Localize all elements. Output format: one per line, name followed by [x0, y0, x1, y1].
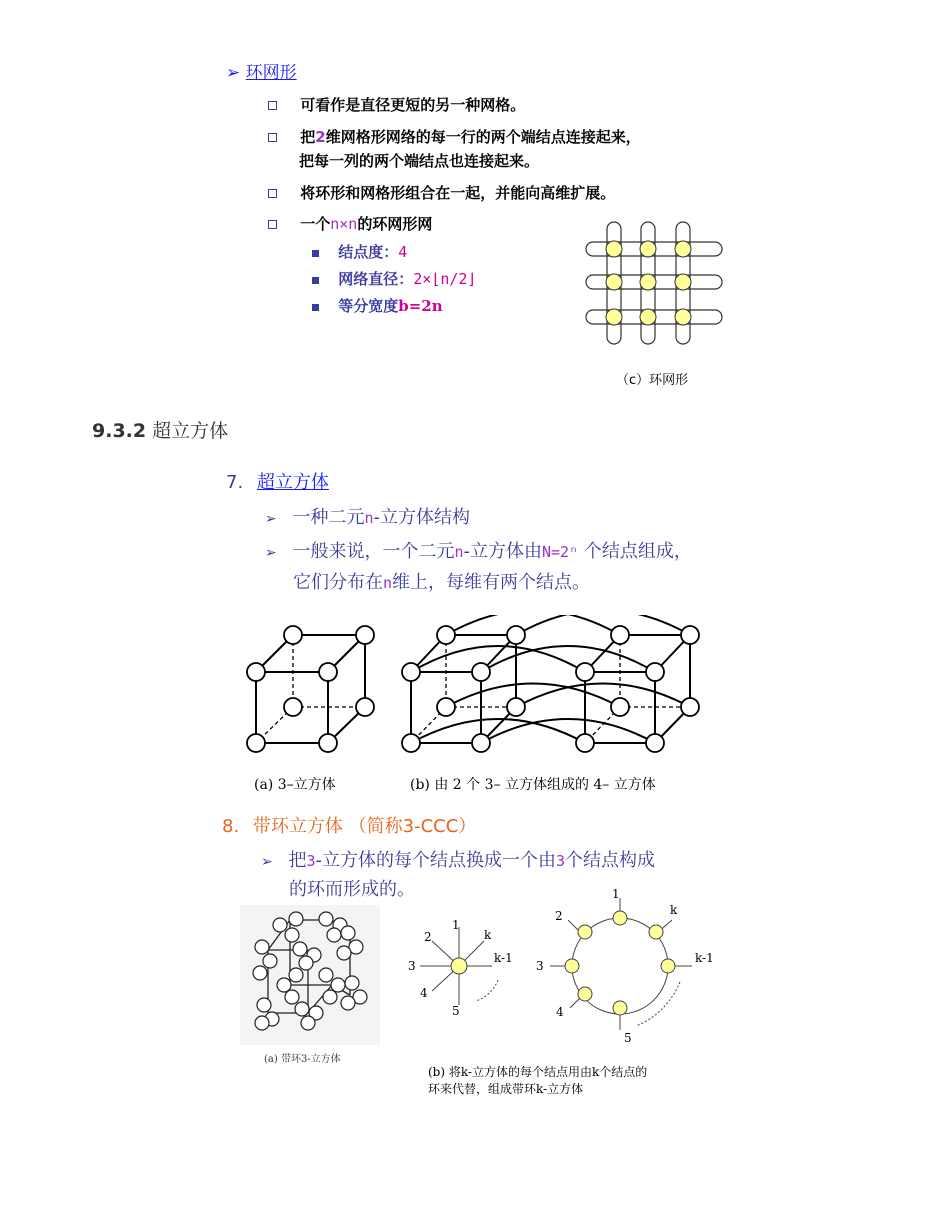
torus-node [675, 241, 691, 257]
ccc-diagram [240, 905, 380, 1045]
ring-node [661, 959, 675, 973]
cube-node [402, 663, 420, 681]
square-bullet-icon [268, 101, 277, 110]
torus-node [675, 309, 691, 325]
cube-node [507, 626, 525, 644]
cube3-caption: (a) 3–立方体 [254, 777, 336, 793]
filled-square-bullet-icon [312, 277, 319, 284]
arrow-bullet-icon: ➢ [261, 854, 273, 870]
cube-node [319, 663, 337, 681]
ring-node [613, 911, 627, 925]
item8-heading: 8. 带环立方体 （简称3-CCC） [222, 816, 477, 837]
filled-square-bullet-icon [312, 304, 319, 311]
torus-node [640, 274, 656, 290]
cube-node [611, 626, 629, 644]
ring-node [578, 987, 592, 1001]
ring-label-3: 3 [536, 959, 544, 973]
item7-bullet-2: ➢ 一般来说，一个二元n-立方体由N=2ⁿ 个结点组成， 它们分布在n维上，每维有两个结点。 [265, 541, 692, 593]
cube-node [437, 626, 455, 644]
torus-node [606, 241, 622, 257]
torus-node [675, 274, 691, 290]
cube-node [284, 626, 302, 644]
hypercube-diagram [238, 615, 708, 765]
cube-node [247, 734, 265, 752]
cube-node [472, 663, 490, 681]
ring-label-2: 2 [555, 909, 563, 923]
cube-node [319, 734, 337, 752]
torus-node [606, 309, 622, 325]
cube-node [472, 734, 490, 752]
torus-node [606, 274, 622, 290]
section-heading: 9.3.2 超立方体 [92, 420, 229, 442]
cube-node [507, 698, 525, 716]
arrow-bullet-icon: ➢ [226, 63, 241, 83]
star-label-2: 2 [424, 930, 432, 944]
star-node-diagram [400, 915, 520, 1025]
star-label-k-1: k-1 [494, 951, 513, 965]
cube-node [576, 663, 594, 681]
cube-node [356, 626, 374, 644]
square-bullet-icon [268, 189, 277, 198]
arrow-bullet-icon: ➢ [265, 511, 277, 527]
item7-title-link[interactable]: 超立方体 [256, 472, 329, 493]
cube-node [402, 734, 420, 752]
torus-node [640, 309, 656, 325]
cube-node [284, 698, 302, 716]
square-bullet-icon [268, 133, 277, 142]
torus-diagram [578, 218, 728, 348]
star-node [451, 958, 467, 974]
ring-label-k: k [670, 903, 678, 917]
torus-sub-diameter: 网络直径：2×⌊n/2⌋ [312, 268, 476, 289]
ccc-caption-a: (a) 带环3-立方体 [264, 1054, 341, 1065]
torus-bullet-3: 将环形和网格形组合在一起，并能向高维扩展。 [268, 182, 615, 203]
star-label-5: 5 [452, 1004, 460, 1018]
item8-bullet-1: ➢ 把3-立方体的每个结点换成一个由3个结点构成 的环而形成的。 [261, 850, 656, 900]
ring-diagram [530, 882, 730, 1052]
ring-label-1: 1 [612, 887, 620, 901]
cube-node [611, 698, 629, 716]
star-label-4: 4 [420, 986, 428, 1000]
cube-node [681, 698, 699, 716]
square-bullet-icon [268, 220, 277, 229]
torus-node [640, 241, 656, 257]
cube-node [356, 698, 374, 716]
torus-sub-bisection: 等分宽度b=2n [312, 295, 443, 316]
torus-heading-link[interactable]: 环网形 [245, 63, 297, 83]
ring-label-4: 4 [556, 1005, 564, 1019]
star-label-1: 1 [452, 918, 460, 932]
ring-label-5: 5 [624, 1031, 632, 1045]
cube4-caption: (b) 由 2 个 3– 立方体组成的 4– 立方体 [410, 777, 656, 793]
ring-label-k-1: k-1 [695, 951, 714, 965]
torus-bullet-4: 一个n×n的环网形网 [268, 213, 432, 234]
ring-node [649, 925, 663, 939]
torus-bullet-1: 可看作是直径更短的另一种网格。 [268, 94, 525, 115]
cube-node [681, 626, 699, 644]
cube-node [646, 734, 664, 752]
ring-node [578, 925, 592, 939]
item7-bullet-1: ➢ 一种二元n-立方体结构 [265, 507, 470, 528]
ring-node [565, 959, 579, 973]
cube-node [247, 663, 265, 681]
torus-bullet-2: 把2维网格形网络的每一行的两个端结点连接起来， 把每一列的两个端结点也连接起来。 [268, 125, 641, 173]
filled-square-bullet-icon [312, 250, 319, 257]
cube-node [437, 698, 455, 716]
ccc-caption-b: (b) 将k-立方体的每个结点用由k个结点的 环来代替，组成带环k-立方体 [428, 1065, 648, 1096]
torus-caption: （c）环网形 [616, 373, 689, 388]
ring-node [613, 1001, 627, 1015]
cube-node [576, 734, 594, 752]
torus-sub-degree: 结点度：4 [312, 241, 407, 262]
star-label-3: 3 [408, 959, 416, 973]
item7-heading[interactable]: 7. 超立方体 [226, 472, 329, 493]
arrow-bullet-icon: ➢ [265, 545, 277, 561]
cube-node [646, 663, 664, 681]
torus-heading[interactable] [226, 58, 297, 83]
star-label-k: k [484, 928, 492, 942]
